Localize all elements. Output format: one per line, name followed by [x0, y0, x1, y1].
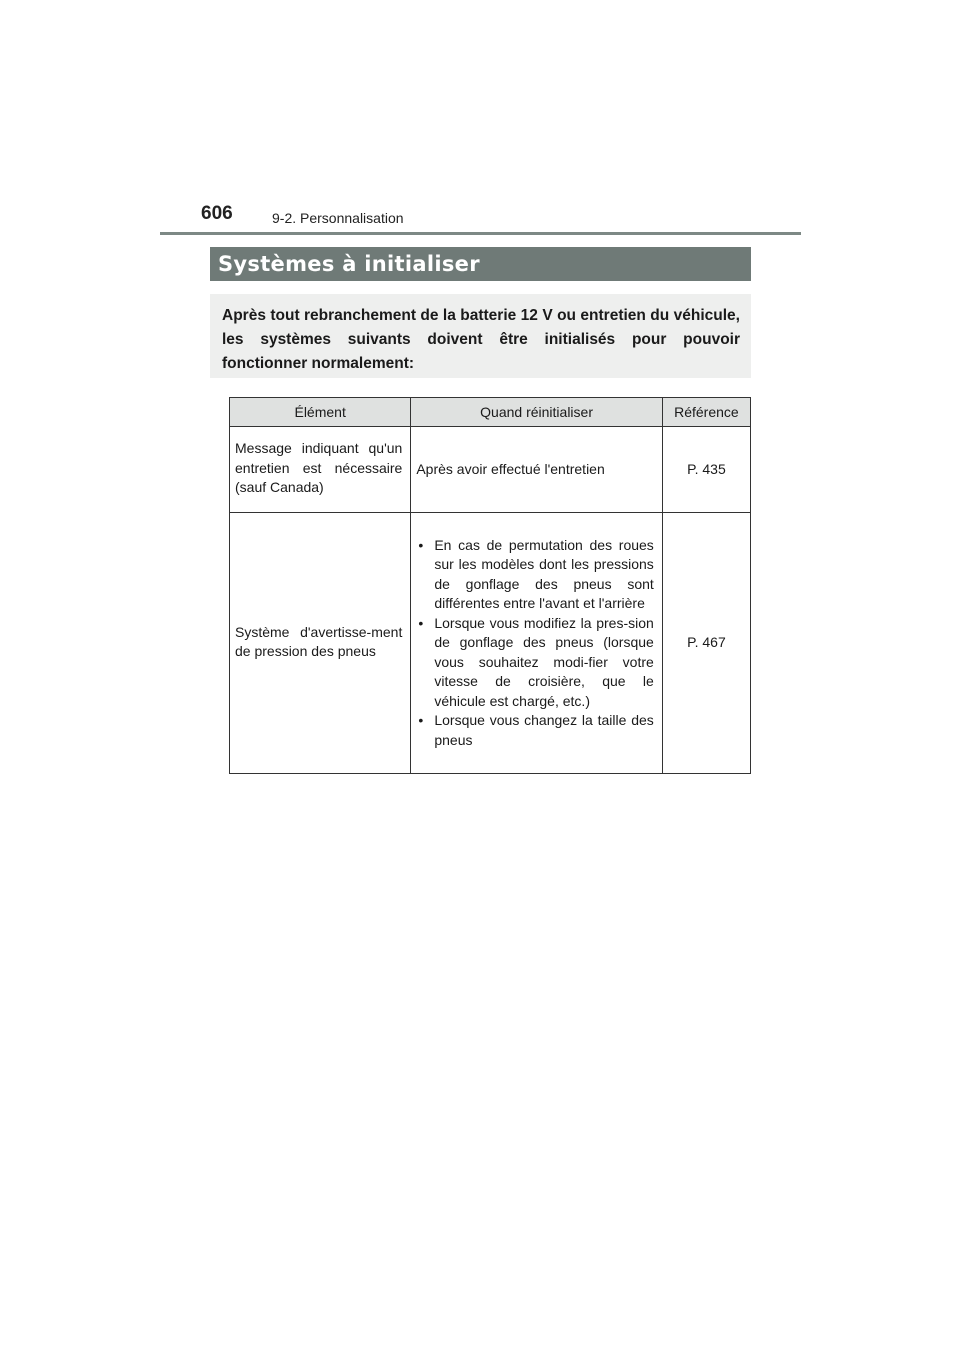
section-title-banner [210, 247, 751, 281]
section-title: Systèmes à initialiser [218, 252, 480, 276]
list-item-text: Lorsque vous modifiez la pres-sion de gonflage des pneus (lorsque vous souhaitez modi-fier votre vitesse de croisière, que le véhicule est chargé, etc.) [434, 614, 654, 709]
cell-reference: P. 435 [662, 427, 750, 513]
cell-element: Système d'avertisse-ment de pression des pneus [230, 513, 411, 774]
intro-text: Après tout rebranchement de la batterie 12 V ou entretien du véhicule, les systèmes suivants doivent être initialisés pour pouvoir fonctionner normalement: [222, 307, 740, 372]
list-item-text: En cas de permutation des roues sur les modèles dont les pressions de gonflage des pneus sont différentes entre l'avant et l'arrière [434, 536, 654, 612]
bullet-icon: • [418, 614, 424, 631]
when-list [416, 536, 653, 751]
cell-when [411, 513, 662, 774]
column-header-when: Quand réinitialiser [411, 398, 662, 427]
cell-reference: P. 467 [662, 513, 750, 774]
list-item [416, 536, 653, 614]
table-row [230, 427, 751, 513]
column-header-reference: Référence [662, 398, 750, 427]
list-item-text: Lorsque vous changez la taille des pneus [434, 712, 654, 748]
initialization-table [229, 397, 751, 774]
page-number: 606 [201, 203, 233, 224]
list-item [416, 711, 653, 750]
bullet-icon: • [418, 536, 424, 553]
table-row [230, 513, 751, 774]
column-header-element: Élément [230, 398, 411, 427]
header-divider [160, 232, 801, 235]
list-item [416, 614, 653, 712]
intro-box [210, 294, 751, 378]
table-header-row [230, 398, 751, 427]
cell-element: Message indiquant qu'un entretien est nécessaire (sauf Canada) [230, 427, 411, 513]
section-label: 9-2. Personnalisation [272, 210, 404, 226]
bullet-icon: • [418, 712, 424, 729]
cell-when: Après avoir effectué l'entretien [411, 427, 662, 513]
